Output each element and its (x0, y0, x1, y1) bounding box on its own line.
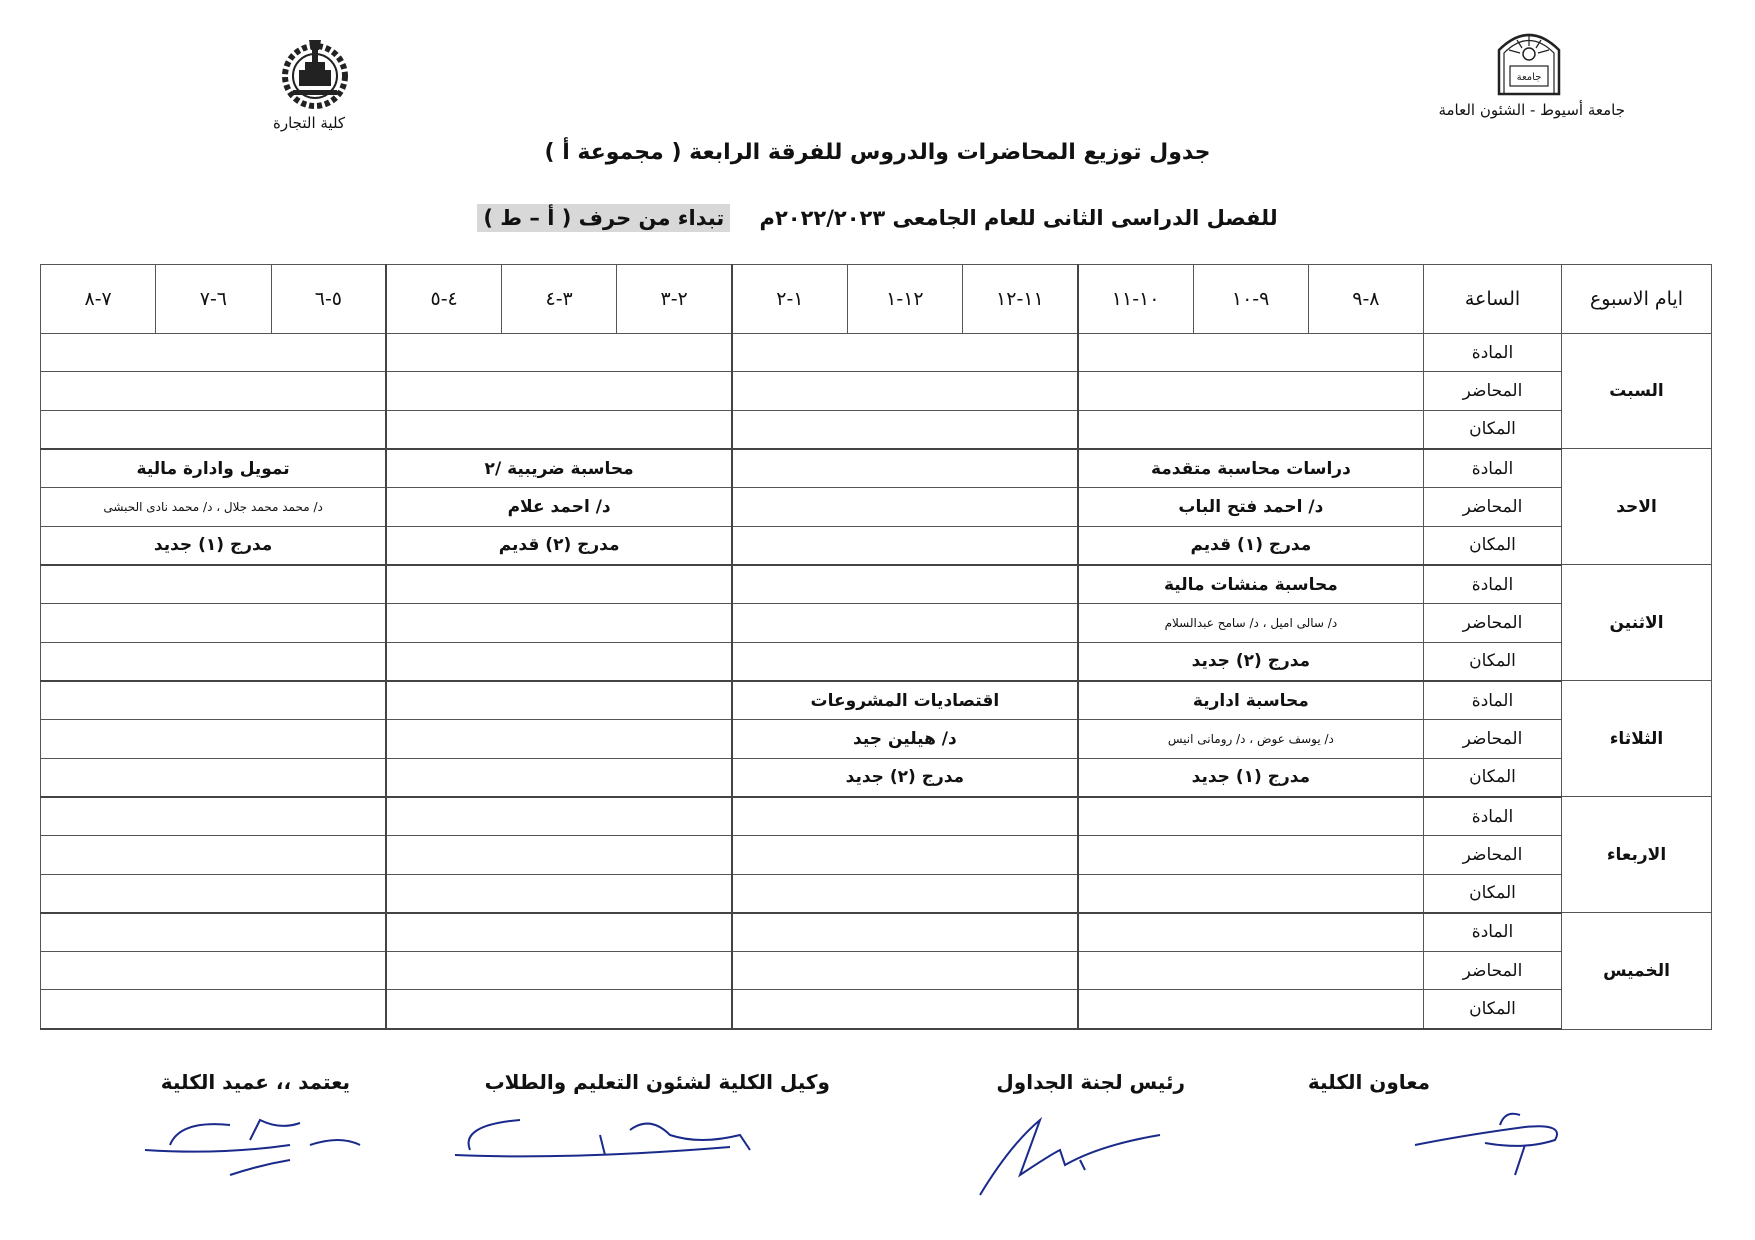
cell-lecturer (41, 604, 387, 642)
cell-subject (732, 565, 1078, 604)
time-slot-header: ١٢-١ (847, 265, 962, 334)
university-logo-icon (1493, 28, 1565, 96)
cell-place (386, 642, 732, 681)
schedule-table (40, 264, 1712, 1030)
cell-place (41, 874, 387, 913)
cell-subject (386, 913, 732, 952)
cell-subject (732, 913, 1078, 952)
row-label: المادة (1424, 334, 1562, 372)
row-label: المادة (1424, 797, 1562, 836)
row-label: المكان (1424, 758, 1562, 797)
cell-subject (386, 681, 732, 720)
cell-place (41, 642, 387, 681)
cell-place (1078, 410, 1424, 449)
cell-place (41, 990, 387, 1029)
cell-lecturer: د/ احمد علام (386, 488, 732, 526)
cell-lecturer (41, 836, 387, 874)
faculty-header (255, 32, 385, 137)
cell-lecturer (386, 836, 732, 874)
table-row (41, 334, 1712, 372)
subtitle-main: للفصل الدراسى الثانى للعام الجامعى ٢٠٢٢/٢٠٢٣م (759, 206, 1278, 230)
faculty-logo-icon (275, 32, 355, 110)
cell-lecturer (386, 720, 732, 758)
cell-lecturer: د/ هيلين جيد (732, 720, 1078, 758)
time-slot-header: ١٠-١١ (1078, 265, 1193, 334)
table-row (41, 681, 1712, 720)
time-slot-header: ٩-١٠ (1193, 265, 1308, 334)
time-slot-header: ١-٢ (732, 265, 847, 334)
page-title: جدول توزيع المحاضرات والدروس للفرقة الرابعة ( مجموعة أ ) (544, 140, 1211, 165)
row-label: المادة (1424, 681, 1562, 720)
cell-subject: محاسبة منشات مالية (1078, 565, 1424, 604)
table-row (41, 372, 1712, 410)
table-row (41, 952, 1712, 990)
time-slot-header: ٥-٦ (271, 265, 386, 334)
cell-place (732, 874, 1078, 913)
row-label: المكان (1424, 410, 1562, 449)
cell-lecturer (41, 372, 387, 410)
time-slot-header: ٦-٧ (156, 265, 271, 334)
table-row (41, 836, 1712, 874)
cell-subject (41, 334, 387, 372)
cell-subject: اقتصاديات المشروعات (732, 681, 1078, 720)
header-row (41, 265, 1712, 334)
day-name: الاربعاء (1562, 797, 1712, 913)
table-row (41, 449, 1712, 488)
time-slot-header: ٣-٤ (502, 265, 617, 334)
cell-subject (732, 334, 1078, 372)
row-label: المحاضر (1424, 488, 1562, 526)
cell-lecturer (1078, 836, 1424, 874)
cell-lecturer (386, 372, 732, 410)
table-row (41, 990, 1712, 1029)
signature-vice-dean-label: وكيل الكلية لشئون التعليم والطلاب (484, 1070, 830, 1094)
cell-place: مدرج (٢) جديد (732, 758, 1078, 797)
cell-lecturer (732, 952, 1078, 990)
row-label: المحاضر (1424, 836, 1562, 874)
row-label: المكان (1424, 642, 1562, 681)
cell-lecturer (386, 604, 732, 642)
row-label: المادة (1424, 565, 1562, 604)
cell-subject (732, 797, 1078, 836)
cell-place (732, 526, 1078, 565)
cell-subject (386, 797, 732, 836)
row-label: المحاضر (1424, 952, 1562, 990)
table-row (41, 488, 1712, 526)
row-label: المحاضر (1424, 720, 1562, 758)
cell-subject (41, 681, 387, 720)
table-row (41, 874, 1712, 913)
table-row (41, 758, 1712, 797)
schedule-body (41, 334, 1712, 1030)
cell-subject (386, 565, 732, 604)
university-header (1365, 28, 1625, 123)
day-name: الاثنين (1562, 565, 1712, 681)
page-subtitle (0, 206, 1755, 230)
cell-place (732, 410, 1078, 449)
cell-place (1078, 874, 1424, 913)
signature-dean-label: يعتمد ،، عميد الكلية (160, 1070, 350, 1094)
day-name: الخميس (1562, 913, 1712, 1029)
cell-place (732, 642, 1078, 681)
signature-committee-mark (970, 1105, 1170, 1200)
cell-subject (1078, 913, 1424, 952)
cell-lecturer (732, 604, 1078, 642)
cell-subject: تمويل وادارة مالية (41, 449, 387, 488)
cell-place (41, 758, 387, 797)
cell-place (1078, 990, 1424, 1029)
university-name: جامعة أسيوط - الشئون العامة (1438, 101, 1625, 119)
time-slot-header: ٢-٣ (617, 265, 732, 334)
table-row (41, 565, 1712, 604)
cell-subject (732, 449, 1078, 488)
day-name: الاحد (1562, 449, 1712, 565)
cell-lecturer (41, 952, 387, 990)
cell-subject: دراسات محاسبة متقدمة (1078, 449, 1424, 488)
row-label: المحاضر (1424, 604, 1562, 642)
cell-place (386, 990, 732, 1029)
cell-lecturer: د/ احمد فتح الباب (1078, 488, 1424, 526)
row-label: المحاضر (1424, 372, 1562, 410)
cell-lecturer (732, 372, 1078, 410)
cell-lecturer (1078, 952, 1424, 990)
cell-place (386, 410, 732, 449)
cell-place: مدرج (٢) قديم (386, 526, 732, 565)
cell-place: مدرج (٢) جديد (1078, 642, 1424, 681)
day-name: السبت (1562, 334, 1712, 449)
time-slot-header: ٧-٨ (41, 265, 156, 334)
cell-place: مدرج (١) قديم (1078, 526, 1424, 565)
table-row (41, 526, 1712, 565)
cell-subject (1078, 334, 1424, 372)
cell-subject (41, 913, 387, 952)
days-header: ايام الاسبوع (1562, 265, 1712, 334)
signature-vice-dean-mark (450, 1105, 760, 1170)
hour-header: الساعة (1424, 265, 1562, 334)
faculty-name: كلية التجارة (273, 114, 346, 132)
table-row (41, 642, 1712, 681)
table-row (41, 720, 1712, 758)
svg-text:جامعة: جامعة (1516, 72, 1542, 83)
cell-place (732, 990, 1078, 1029)
cell-subject: محاسبة ادارية (1078, 681, 1424, 720)
row-label: المكان (1424, 526, 1562, 565)
subtitle-highlight: تبداء من حرف ( أ – ط ) (477, 204, 730, 232)
cell-lecturer: د/ يوسف عوض ، د/ رومانى انيس (1078, 720, 1424, 758)
cell-subject (1078, 797, 1424, 836)
signature-assistant-label: معاون الكلية (1307, 1070, 1430, 1094)
signature-committee-label: رئيس لجنة الجداول (996, 1070, 1185, 1094)
cell-place (41, 410, 387, 449)
table-row (41, 410, 1712, 449)
cell-subject (41, 797, 387, 836)
cell-lecturer: د/ محمد محمد جلال ، د/ محمد نادى الحبشى (41, 488, 387, 526)
cell-lecturer (41, 720, 387, 758)
cell-subject (41, 565, 387, 604)
cell-subject: محاسبة ضريبية /٢ (386, 449, 732, 488)
time-slot-header: ١١-١٢ (963, 265, 1078, 334)
cell-place (386, 874, 732, 913)
time-slot-header: ٨-٩ (1308, 265, 1423, 334)
row-label: المادة (1424, 913, 1562, 952)
cell-place: مدرج (١) جديد (1078, 758, 1424, 797)
row-label: المكان (1424, 990, 1562, 1029)
cell-lecturer (732, 836, 1078, 874)
signature-assistant-mark (1405, 1105, 1575, 1185)
row-label: المكان (1424, 874, 1562, 913)
cell-place: مدرج (١) جديد (41, 526, 387, 565)
cell-lecturer (1078, 372, 1424, 410)
cell-lecturer: د/ سالى اميل ، د/ سامح عبدالسلام (1078, 604, 1424, 642)
table-row (41, 604, 1712, 642)
cell-subject (386, 334, 732, 372)
row-label: المادة (1424, 449, 1562, 488)
table-row (41, 797, 1712, 836)
time-slot-header: ٤-٥ (386, 265, 501, 334)
cell-place (386, 758, 732, 797)
day-name: الثلاثاء (1562, 681, 1712, 797)
signature-dean-mark (140, 1105, 370, 1180)
cell-lecturer (732, 488, 1078, 526)
table-row (41, 913, 1712, 952)
cell-lecturer (386, 952, 732, 990)
